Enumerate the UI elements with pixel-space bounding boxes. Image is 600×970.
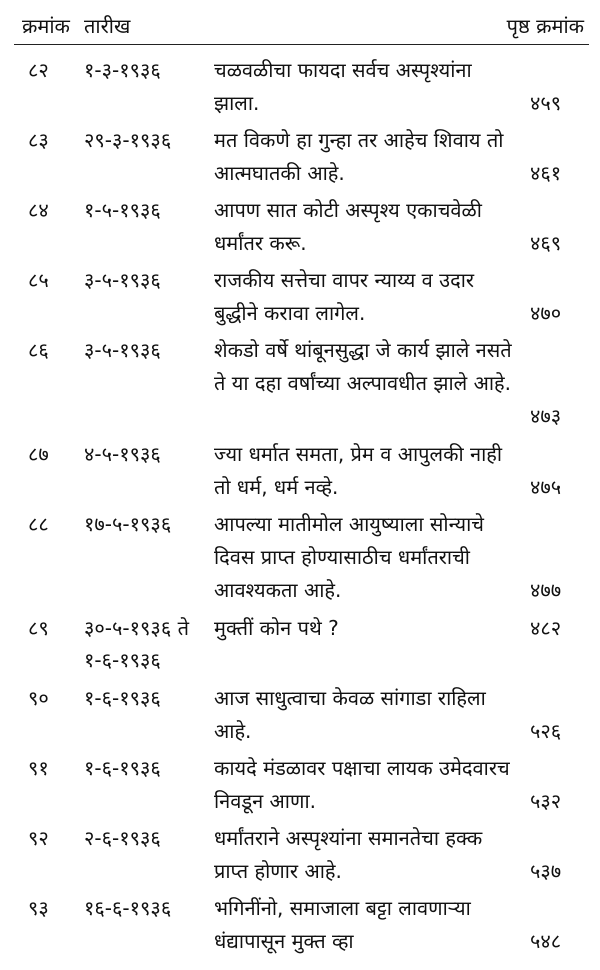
row-page: ५४८	[530, 929, 562, 953]
row-date: ३-५-१९३६	[84, 338, 161, 362]
row-number: ८५	[28, 268, 49, 292]
row-title: चळवळीचा फायदा सर्वच अस्पृश्यांना झाला.	[214, 58, 472, 115]
row-page: ५३७	[530, 859, 562, 883]
row-title: मत विकणे हा गुन्हा तर आहेच शिवाय तो आत्मघातकी आहे.	[214, 128, 504, 185]
row-date: ३०-५-१९३६ ते	[84, 616, 189, 640]
row-page: ४६९	[530, 231, 562, 255]
row-page: ५२६	[530, 719, 562, 743]
row-title: आपण सात कोटी अस्पृश्य एकाचवेळी धर्मांतर करू.	[214, 198, 482, 255]
row-number: ८९	[28, 616, 49, 640]
row-page: ५३२	[530, 789, 562, 813]
header-date: तारीख	[84, 14, 131, 38]
row-date-line2: १-६-१९३६	[84, 648, 161, 672]
table-row	[0, 54, 600, 124]
row-number: ९१	[28, 756, 49, 780]
index-table	[0, 54, 600, 962]
row-date: १६-६-१९३६	[84, 896, 172, 920]
row-date: १-३-१९३६	[84, 58, 161, 82]
row-page: ४५९	[530, 91, 562, 115]
table-row	[0, 822, 600, 892]
table-row	[0, 334, 600, 438]
header-page-number: पृष्ठ क्रमांक	[506, 14, 584, 38]
row-page: ४८२	[530, 616, 562, 640]
row-date: १-६-१९३६	[84, 756, 161, 780]
table-row	[0, 124, 600, 194]
row-number: ८३	[28, 128, 49, 152]
table-row	[0, 194, 600, 264]
row-number: ९०	[28, 686, 49, 710]
table-row	[0, 752, 600, 822]
row-page: ४७०	[530, 301, 562, 325]
row-title: मुक्तीं कोन पथे ?	[214, 616, 339, 640]
row-title: राजकीय सत्तेचा वापर न्याय्य व उदार बुद्धीने करावा लागेल.	[214, 268, 475, 325]
row-date: ४-५-१९३६	[84, 442, 161, 466]
row-page: ४७३	[530, 404, 562, 428]
row-date: १-५-१९३६	[84, 198, 161, 222]
row-title: धर्मांतराने अस्पृश्यांना समानतेचा हक्क प्राप्त होणार आहे.	[214, 826, 483, 883]
row-date: ३-५-१९३६	[84, 268, 161, 292]
row-number: ८६	[28, 338, 49, 362]
row-title: कायदे मंडळावर पक्षाचा लायक उमेदवारच निवडून आणा.	[214, 756, 510, 813]
row-number: ८८	[28, 512, 49, 536]
row-date: २-६-१९३६	[84, 826, 161, 850]
row-title: ज्या धर्मात समता, प्रेम व आपुलकी नाही तो धर्म, धर्म नव्हे.	[214, 442, 503, 499]
row-title: भगिनींनो, समाजाला बट्टा लावणाऱ्या धंद्यापासून मुक्त व्हा	[214, 896, 471, 953]
row-page: ४७७	[530, 578, 562, 602]
row-date: २९-३-१९३६	[84, 128, 172, 152]
table-row	[0, 508, 600, 612]
row-number: ८२	[28, 58, 49, 82]
table-header	[0, 0, 600, 44]
table-row	[0, 438, 600, 508]
row-title: आपल्या मातीमोल आयुष्याला सोन्याचे दिवस प्राप्त होण्यासाठीच धर्मांतराची आवश्यकता आहे.	[214, 512, 484, 602]
row-date: १७-५-१९३६	[84, 512, 172, 536]
table-row	[0, 264, 600, 334]
row-title: शेकडो वर्षे थांबूनसुद्धा जे कार्य झाले नसते ते या दहा वर्षांच्या अल्पावधीत झाले आहे.	[214, 338, 512, 395]
row-page: ४७५	[530, 475, 562, 499]
row-title: आज साधुत्वाचा केवळ सांगाडा राहिला आहे.	[214, 686, 486, 743]
row-date: १-६-१९३६	[84, 686, 161, 710]
row-number: ९३	[28, 896, 49, 920]
table-row	[0, 682, 600, 752]
table-row	[0, 612, 600, 682]
header-number: क्रमांक	[22, 14, 70, 38]
row-number: ९२	[28, 826, 49, 850]
row-number: ८७	[28, 442, 49, 466]
header-rule	[14, 44, 589, 45]
row-number: ८४	[28, 198, 49, 222]
row-page: ४६१	[530, 161, 562, 185]
table-row	[0, 892, 600, 962]
